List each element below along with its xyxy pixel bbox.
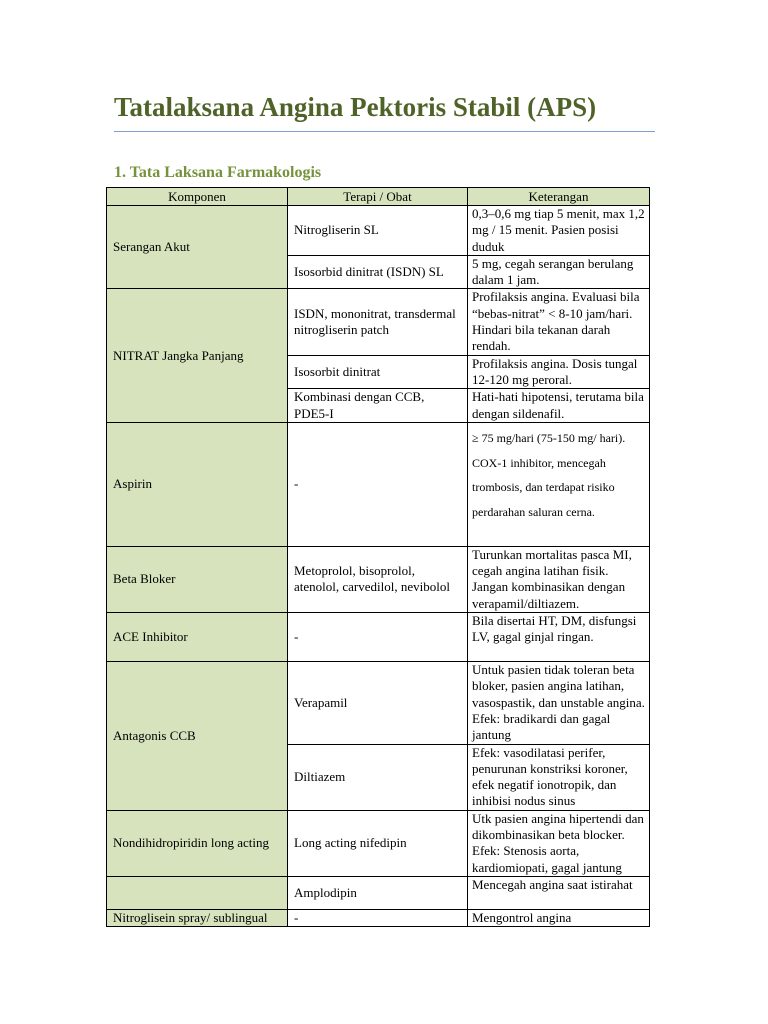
- komponen-cell: Antagonis CCB: [107, 662, 288, 811]
- keterangan-cell: Profilaksis angina. Dosis tungal 12-120 mg peroral.: [468, 355, 650, 389]
- keterangan-cell: 5 mg, cegah serangan berulang dalam 1 jam.: [468, 255, 650, 289]
- keterangan-cell: Profilaksis angina. Evaluasi bila “bebas-nitrat” < 8-10 jam/hari. Hindari bila tekanan darah rendah.: [468, 289, 650, 355]
- terapi-cell: Nitrogliserin SL: [288, 206, 468, 256]
- terapi-cell: ISDN, mononitrat, transdermal nitrogliserin patch: [288, 289, 468, 355]
- komponen-cell: [107, 876, 288, 909]
- keterangan-cell: Mencegah angina saat istirahat: [468, 876, 650, 909]
- komponen-cell: Nondihidropiridin long acting: [107, 810, 288, 876]
- table-row: [107, 876, 650, 909]
- keterangan-cell: Bila disertai HT, DM, disfungsi LV, gagal ginjal ringan.: [468, 613, 650, 662]
- terapi-cell: Kombinasi dengan CCB, PDE5-I: [288, 389, 468, 423]
- keterangan-cell: Hati-hati hipotensi, terutama bila dengan sildenafil.: [468, 389, 650, 423]
- terapi-cell: Diltiazem: [288, 744, 468, 810]
- terapi-cell: -: [288, 909, 468, 926]
- keterangan-cell: Efek: vasodilatasi perifer, penurunan konstriksi koroner, efek negatif ionotropik, dan inhibisi nodus sinus: [468, 744, 650, 810]
- terapi-cell: Verapamil: [288, 662, 468, 744]
- terapi-cell: Metoprolol, bisoprolol, atenolol, carvedilol, nevibolol: [288, 546, 468, 612]
- column-header-komponen: Komponen: [107, 188, 288, 206]
- keterangan-cell: Turunkan mortalitas pasca MI, cegah angina latihan fisik. Jangan kombinasikan dengan verapamil/diltiazem.: [468, 546, 650, 612]
- terapi-cell: -: [288, 613, 468, 662]
- terapi-cell: Long acting nifedipin: [288, 810, 468, 876]
- terapi-cell: -: [288, 422, 468, 546]
- table-row: [107, 909, 650, 926]
- table-row: [107, 289, 650, 355]
- table-row: [107, 613, 650, 662]
- keterangan-cell: Untuk pasien tidak toleran beta bloker, pasien angina latihan, vasospastik, dan unstable angina. Efek: bradikardi dan gagal jantung: [468, 662, 650, 744]
- terapi-cell: Isosorbid dinitrat (ISDN) SL: [288, 255, 468, 289]
- table-row: [107, 422, 650, 546]
- table-header-row: [107, 188, 650, 206]
- column-header-terapi: Terapi / Obat: [288, 188, 468, 206]
- keterangan-cell: 0,3–0,6 mg tiap 5 menit, max 1,2 mg / 15 menit. Pasien posisi duduk: [468, 206, 650, 256]
- table-row: [107, 662, 650, 744]
- page-title: Tatalaksana Angina Pektoris Stabil (APS): [114, 92, 597, 122]
- keterangan-cell: Utk pasien angina hipertendi dan dikombinasikan beta blocker. Efek: Stenosis aorta, kardiomiopati, gagal jantung: [468, 810, 650, 876]
- komponen-cell: NITRAT Jangka Panjang: [107, 289, 288, 422]
- komponen-cell: Beta Bloker: [107, 546, 288, 612]
- section-heading: 1. Tata Laksana Farmakologis: [114, 164, 322, 181]
- title-underline: [114, 131, 655, 132]
- table-row: [107, 810, 650, 876]
- table-row: [107, 206, 650, 256]
- column-header-keterangan: Keterangan: [468, 188, 650, 206]
- komponen-cell: Nitroglisein spray/ sublingual: [107, 909, 288, 926]
- keterangan-cell: Mengontrol angina: [468, 909, 650, 926]
- komponen-cell: ACE Inhibitor: [107, 613, 288, 662]
- table-row: [107, 546, 650, 612]
- therapy-table: [106, 187, 650, 927]
- keterangan-cell: ≥ 75 mg/hari (75-150 mg/ hari). COX-1 inhibitor, mencegah trombosis, dan terdapat risiko perdarahan saluran cerna.: [468, 422, 650, 546]
- komponen-cell: Serangan Akut: [107, 206, 288, 289]
- terapi-cell: Isosorbit dinitrat: [288, 355, 468, 389]
- komponen-cell: Aspirin: [107, 422, 288, 546]
- terapi-cell: Amplodipin: [288, 876, 468, 909]
